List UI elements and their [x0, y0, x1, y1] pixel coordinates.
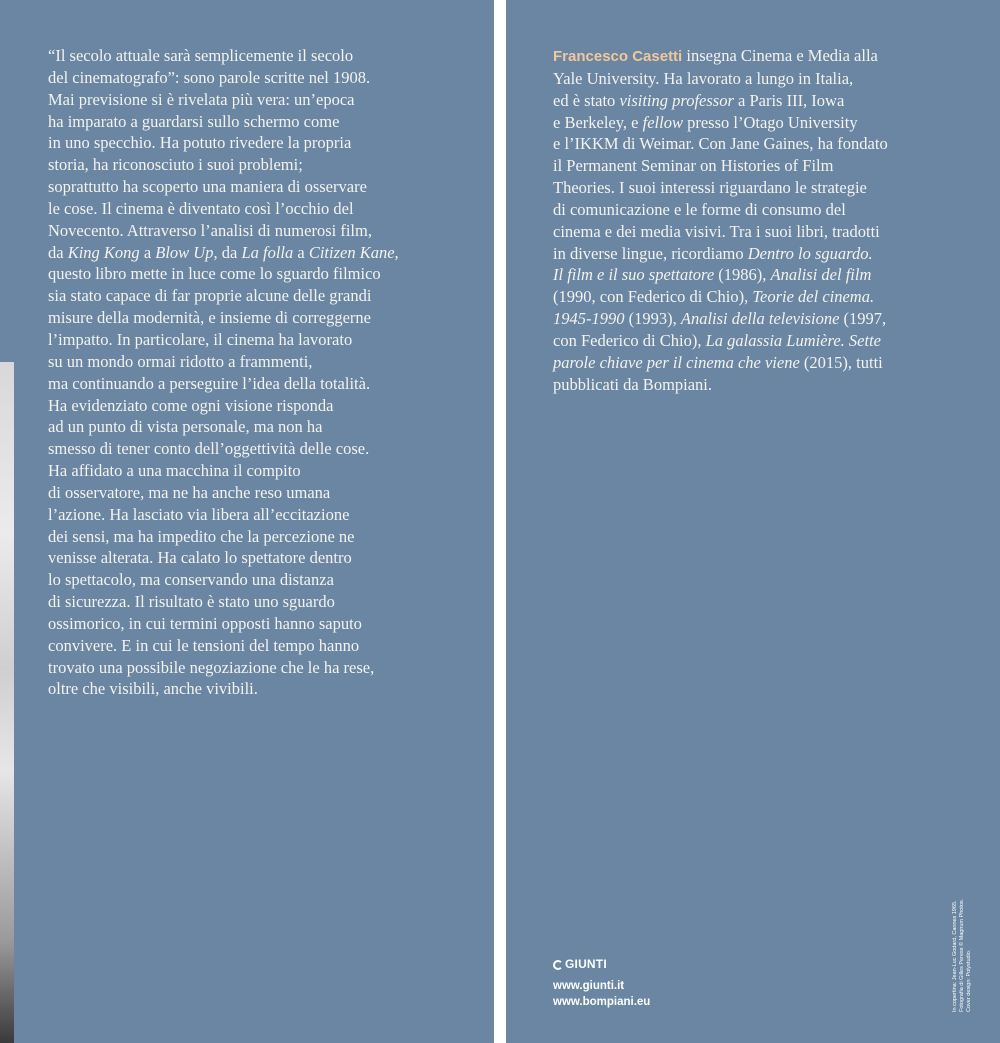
text-run: di osservatore, ma ne ha anche reso umana — [48, 482, 331, 502]
text-run: (1997, — [839, 309, 887, 329]
text-line — [48, 220, 399, 242]
text-line — [48, 591, 399, 613]
text-line — [48, 569, 399, 591]
text-run: Analisi del film — [770, 265, 872, 285]
credit-line: Fotografia di Gilles Peress © Magnum Photos. — [959, 898, 965, 1012]
text-line — [553, 177, 888, 199]
text-run: Ha affidato a una macchina il compito — [48, 461, 301, 481]
credit-line: Cover design: Polystudio. — [966, 949, 972, 1012]
text-line — [48, 132, 399, 154]
text-run: Blow Up — [155, 242, 214, 262]
text-line — [48, 504, 399, 526]
text-run: lo spettacolo, ma conservando una distanza — [48, 570, 334, 590]
text-run: l’impatto. In particolare, il cinema ha lavorato — [48, 329, 353, 349]
text-run: le cose. Il cinema è diventato così l’occhio del — [48, 198, 354, 218]
text-run: ossimorico, in cui termini opposti hanno saputo — [48, 613, 362, 633]
text-line — [48, 373, 399, 395]
text-run: (1993), — [624, 309, 681, 329]
text-run: ad un punto di vista personale, ma non ha — [48, 417, 323, 437]
text-run: Yale University. Ha lavorato a lungo in Italia, — [553, 68, 854, 88]
cover-credits — [952, 862, 973, 1012]
text-run: e l’IKKM di Weimar. Con Jane Gaines, ha fondato — [553, 134, 888, 154]
text-line — [48, 416, 399, 438]
text-line — [48, 613, 399, 635]
text-run: presso l’Otago University — [682, 112, 858, 132]
text-line — [553, 286, 888, 308]
text-line — [553, 112, 888, 134]
text-run: di sicurezza. Il risultato è stato uno sguardo — [48, 592, 335, 612]
text-run: Novecento. Attraverso l’analisi di numerosi film, — [48, 220, 372, 240]
text-line — [553, 45, 888, 68]
text-run: Dentro lo sguardo. — [747, 243, 873, 263]
text-line — [48, 111, 399, 133]
text-run: pubblicati da Bompiani. — [553, 374, 713, 394]
text-run: (1990, con Federico di Chio), — [553, 287, 753, 307]
text-run: a — [293, 242, 309, 262]
text-line — [48, 45, 399, 67]
text-run: , da — [213, 242, 242, 262]
text-run: questo libro mette in luce come lo sguardo filmico — [48, 264, 381, 284]
text-run: (1986), — [714, 265, 771, 285]
text-run: convivere. E in cui le tensioni del tempo hanno — [48, 635, 360, 655]
text-run: in diverse lingue, ricordiamo — [553, 243, 748, 263]
text-line — [553, 155, 888, 177]
text-run: Teorie del cinema. — [752, 287, 875, 307]
text-run: King Kong — [67, 242, 140, 262]
text-run: visiting professor — [619, 90, 734, 110]
text-run: , — [394, 242, 399, 262]
author-biography — [553, 45, 888, 396]
text-line — [553, 264, 888, 286]
text-line — [48, 307, 399, 329]
text-line — [553, 199, 888, 221]
text-line — [48, 329, 399, 351]
text-line — [553, 68, 888, 90]
text-run: soprattutto ha scoperto una maniera di osservare — [48, 177, 367, 197]
text-line — [48, 67, 399, 89]
publisher-url-giunti: www.giunti.it — [553, 980, 625, 992]
text-line — [48, 395, 399, 417]
text-run: La folla — [241, 242, 294, 262]
author-name: Francesco Casetti — [553, 48, 683, 65]
text-run: da — [48, 242, 68, 262]
text-line — [48, 198, 399, 220]
text-run: Mai previsione si è rivelata più vera: un’epoca — [48, 89, 355, 109]
text-line — [48, 482, 399, 504]
text-line — [48, 89, 399, 111]
text-run: Il film e il suo spettatore — [553, 265, 715, 285]
text-line — [48, 657, 399, 679]
text-run: ma continuando a perseguire l’idea della totalità. — [48, 373, 371, 393]
book-synopsis — [48, 45, 399, 700]
text-line — [553, 374, 888, 396]
text-run: trovato una possibile negoziazione che le ha rese, — [48, 657, 375, 677]
text-line — [48, 678, 399, 700]
credit-line: In copertina: Jean-Luc Godard, Cannes 1965. — [952, 900, 958, 1012]
text-line — [553, 133, 888, 155]
text-run: Theories. I suoi interessi riguardano le strategie — [553, 178, 867, 198]
text-run: fellow — [642, 112, 683, 132]
text-line — [48, 242, 399, 264]
text-run: di comunicazione e le forme di consumo del — [553, 199, 846, 219]
text-run: del cinematografo”: sono parole scritte nel 1908. — [48, 67, 371, 87]
text-run: l’azione. Ha lasciato via libera all’eccitazione — [48, 504, 350, 524]
text-run: ha imparato a guardarsi sullo schermo come — [48, 111, 340, 131]
text-run: venisse alterata. Ha calato lo spettatore dentro — [48, 548, 352, 568]
text-line — [48, 351, 399, 373]
text-line — [48, 460, 399, 482]
text-line — [553, 221, 888, 243]
text-run: 1945-1990 — [553, 309, 625, 329]
text-run: Ha evidenziato come ogni visione risponda — [48, 395, 334, 415]
text-run: sia stato capace di far proprie alcune delle grandi — [48, 286, 372, 306]
text-run: misure della modernità, e insieme di correggerne — [48, 308, 371, 328]
text-run: storia, ha riconosciuto i suoi problemi; — [48, 155, 303, 175]
text-run: con Federico di Chio), — [553, 330, 706, 350]
text-run: cinema e dei media visivi. Tra i suoi libri, tradotti — [553, 221, 880, 241]
text-line — [553, 243, 888, 265]
text-line — [48, 263, 399, 285]
text-line — [48, 176, 399, 198]
text-line — [553, 90, 888, 112]
text-line — [48, 438, 399, 460]
publisher-logo — [553, 957, 607, 971]
text-run: oltre che visibili, anche vivibili. — [48, 679, 258, 699]
text-run: parole chiave per il cinema che viene — [553, 352, 800, 372]
text-run: ed è stato — [553, 90, 620, 110]
publisher-logo-text: GIUNTI — [565, 957, 607, 971]
text-line — [553, 308, 888, 330]
text-run: in uno specchio. Ha potuto rivedere la propria — [48, 133, 352, 153]
text-run: smesso di tener conto dell’oggettività delle cose. — [48, 439, 370, 459]
text-line — [48, 285, 399, 307]
text-line — [48, 154, 399, 176]
text-run: su un mondo ormai ridotto a frammenti, — [48, 351, 313, 371]
giunti-logo-icon — [553, 960, 563, 970]
text-run: (2015), tutti — [799, 352, 883, 372]
text-run: La galassia Lumière. Sette — [705, 330, 881, 350]
text-line — [48, 635, 399, 657]
publisher-url-bompiani: www.bompiani.eu — [553, 996, 651, 1008]
text-run: Citizen Kane — [308, 242, 395, 262]
text-run: a Paris III, Iowa — [733, 90, 845, 110]
text-run: a — [139, 242, 156, 262]
text-line — [48, 526, 399, 548]
text-run: dei sensi, ma ha impedito che la percezione ne — [48, 526, 355, 546]
text-run: e Berkeley, e — [553, 112, 643, 132]
text-line — [553, 352, 888, 374]
text-run: “Il secolo attuale sarà semplicemente il secolo — [48, 46, 354, 65]
text-line — [553, 330, 888, 352]
text-run: Analisi della televisione — [680, 309, 840, 329]
text-run: il Permanent Seminar on Histories of Film — [553, 156, 834, 176]
text-line — [48, 547, 399, 569]
cover-photo-edge — [0, 362, 14, 1043]
text-run: insegna Cinema e Media alla — [682, 46, 878, 65]
